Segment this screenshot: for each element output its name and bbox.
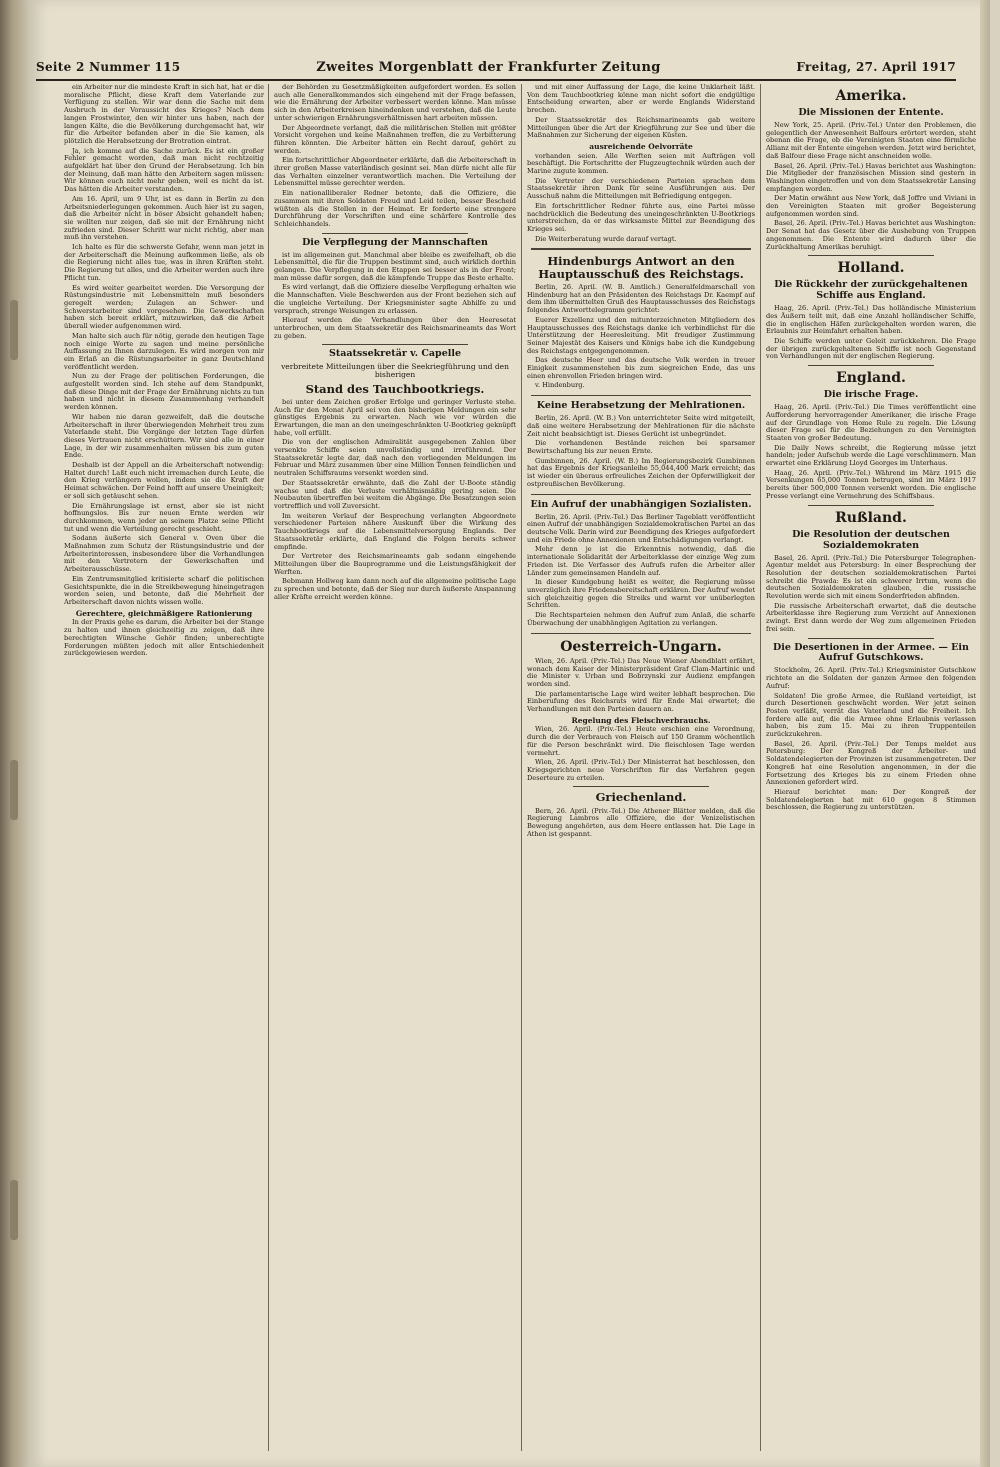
column-3-body-f [527, 658, 755, 714]
heading-england: England. [836, 370, 906, 387]
column-2-body-c [274, 399, 516, 602]
article-paragraph: Basel, 26. April. (Priv.-Tel.) Havas berichtet aus Washington: Der Senat hat das Gesetz über die Aushebung von Truppen angenommen. Die Entente wird dadurch über die Zurückhaltung Amerikas beruhigt. [766, 219, 976, 251]
article-paragraph: Wien, 26. April. (Priv.-Tel.) Der Ministerrat hat beschlossen, den Kriegsgerichten neue Vorschriften für das Verfahren gegen Deserteure zu erteilen. [527, 758, 755, 782]
heading-tauchbootkrieg: Stand des Tauchbootkriegs. [305, 381, 485, 396]
article-paragraph: ein Arbeiter nur die mindeste Kraft in sich hat, hat er die moralische Pflicht, diese Kraft dem Vaterlande zur Verfügung zu stellen. Wir war denn die Sache mit dem Ausbruch in der Voraussicht des Krieges? Nach dem langen Frostwinter, den wir hinter uns haben, nach der langen Kälte, die die Bevölkerung durchgemacht hat, wir für die Arbeiter befanden aber in die Sie kamen, als plötzlich die Herabsetzung der Brotration eintrat. [64, 84, 264, 145]
separator [531, 494, 751, 495]
article-paragraph: und mit einer Auffassung der Lage, die keine Unklarheit läßt. Von dem Tauchbootkrieg könne man nicht sofort die endgültige Entscheidung erwarten, aber er werde Englands Widerstand brechen. [527, 84, 755, 115]
column-3-body-e [527, 514, 755, 628]
heading-capelle: Staatssekretär v. Capelle [328, 348, 462, 360]
heading-resolution: Die Resolution der deutschen Sozialdemokraten [792, 528, 950, 551]
column-3 [527, 84, 755, 1453]
article-paragraph: Die Ernährungslage ist ernst, aber sie ist nicht hoffnungslos. Bis zur neuen Ernte werden wir durchkommen, wenn jeder an seinem Platze seine Pflicht tut und wenn die Verteilung gerecht geschieht. [64, 501, 264, 533]
heading-mannschaften: Die Verpflegung der Mannschaften [302, 236, 488, 248]
article-paragraph: New York, 25. April. (Priv.-Tel.) Unter den Problemen, die gelegentlich der Anwesenheit Balfours erörtert werden, steht obenan die Frage, ob die Vereinigten Staaten eine förmliche Allianz mit der Entente eingehen werden. Jetzt wird berichtet, daß Balfour diese Frage nicht anschneiden wolle. [766, 121, 976, 160]
article-paragraph: Wien, 26. April. (Priv.-Tel.) Heute erschien eine Verordnung, durch die der Verbrauch von Fleisch auf 150 Gramm wöchentlich für die Person beschränkt wird. Die fleischlosen Tage werden vermehrt. [527, 725, 755, 757]
article-paragraph: Die parlamentarische Lage wird weiter lebhaft besprochen. Die Einberufung des Reichsrats wird für Ende Mai erwartet; die Verhandlungen mit den Parteien dauern an. [527, 689, 755, 714]
separator [322, 233, 467, 234]
article-paragraph: Es wird verlangt, daß die Offiziere dieselbe Verpflegung erhalten wie die Mannschaften. Viele Beschwerden aus der Front beziehen sich auf die ungleiche Verteilung. Der Kriegsminister sagte Abhilfe zu und versprach, strenge Weisungen zu erlassen. [274, 283, 516, 315]
column-rule [268, 84, 269, 1451]
column-1 [64, 84, 264, 1453]
article-paragraph: Bern, 26. April. (Priv.-Tel.) Die Athener Blätter melden, daß die Regierung Lambros alle Offiziere, die der Venizelistischen Bewegung angehörten, aus dem Heere entlassen hat. Die Lage in Athen ist gespannt. [527, 806, 755, 838]
article-paragraph: v. Hindenburg. [535, 381, 585, 390]
article-paragraph: Der Vertreter des Reichsmarineamts gab sodann eingehende Mitteilungen über die Bauprogramme und die Leistungsfähigkeit der Werften. [274, 552, 516, 576]
article-paragraph: Das deutsche Heer und das deutsche Volk werden in treuer Einigkeit zusammenstehen bis zum siegreichen Ende, das uns einen ehrenvollen Frieden bringen wird. [527, 356, 755, 380]
heading-oesterreich: Oesterreich-Ungarn. [560, 638, 722, 655]
heading-mehlrationen: Keine Herabsetzung der Mehlrationen. [536, 400, 746, 412]
separator [573, 786, 710, 787]
article-paragraph: Im weiteren Verlauf der Besprechung verlangten Abgeordnete verschiedener Parteien nähere Auskunft über die Wirkung des Tauchbootkriegs auf die Lebensmittelversorgung Englands. Der Staatssekretär erklärte, daß England die Folgen bereits schwer empfinde. [274, 511, 516, 551]
article-paragraph: Die Daily News schreibt, die Regierung müsse jetzt handeln; jeder Aufschub werde die Lage verschlimmern. Man erwartet eine Erklärung Lloyd Georges im Unterhaus. [766, 443, 976, 468]
article-paragraph: In dieser Kundgebung heißt es weiter, die Regierung müsse unverzüglich ihre Friedensbereitschaft erklären. Der Aufruf wendet sich gleichzeitig gegen die Streiks und warnt vor unüberlegten Schritten. [527, 578, 755, 610]
heading-griechenland: Griechenland. [595, 790, 687, 805]
article-paragraph: Nun zu der Frage der politischen Forderungen, die aufgestellt worden sind. Ich stehe auf dem Standpunkt, daß diese Dinge mit der Frage der Ernährung nichts zu tun haben und nicht in diesem Zusammenhang verhandelt werden können. [64, 372, 264, 412]
article-paragraph: Die Vertreter der verschiedenen Parteien sprachen dem Staatssekretär ihren Dank für seine Ausführungen aus. Der Ausschuß nahm die Mitteilungen mit Befriedigung entgegen. [527, 176, 755, 201]
separator [808, 505, 934, 506]
heading-sozialisten: Ein Aufruf der unabhängigen Sozialisten. [530, 498, 752, 510]
article-paragraph: Man halte sich auch für nötig, gerade den heutigen Tage noch einige Worte zu sagen und meine persönliche Auffassung zu Ihnen darzulegen. Es wird morgen von mir ein Erlaß an die Rüstungsarbeiter in ganz Deutschland veröffentlicht werden. [64, 331, 264, 371]
heading-desertionen: Die Desertionen in der Armee. — Ein Aufruf Gutschkows. [773, 641, 969, 664]
column-3-body-g [527, 726, 755, 782]
article-paragraph: Am 16. April, um 9 Uhr, ist es dann in Berlin zu den Arbeitsniederlegungen gekommen. Auch hier ist zu sagen, daß die Arbeiter nicht in böser Absicht gehandelt haben; sie wollten nur zeigen, daß sie mit der Ernährung nicht zufrieden sind. Dieser Schritt war nicht richtig, aber man muß ihn verstehen. [64, 194, 264, 242]
page-number: Seite 2 Nummer 115 [36, 60, 181, 74]
column-4-body-d [766, 555, 976, 634]
article-paragraph: der Behörden zu Gesetzmäßigkeiten aufgefordert worden. Es sollen auch alle Generalkommandos sich eingehend mit der Frage befassen, wie die Ernährung der Arbeiter verbessert werden könne. Man müsse sich in den Arbeiterkreisen hineindenken und verstehen, daß die Leute unter schwierigen Ernährungsverhältnissen hart arbeiten müssen. [274, 84, 516, 122]
heading-irische-frage: Die irische Frage. [823, 389, 919, 401]
column-rule [760, 84, 761, 1451]
article-paragraph: Der Matin erwähnt aus New York, daß Joffre und Viviani in den Vereinigten Staaten mit großer Begeisterung aufgenommen worden sind. [766, 194, 976, 218]
separator [531, 248, 751, 249]
heading-hindenburg: Hindenburgs Antwort an den Hauptausschuß des Reichstags. [538, 253, 744, 281]
column-2-body-a [274, 84, 516, 229]
column-1-body [64, 84, 264, 658]
column-2 [274, 84, 516, 1453]
article-paragraph: Die Schiffe werden unter Geleit zurückkehren. Die Frage der übrigen zurückgehaltenen Schiffe ist noch Gegenstand von Verhandlungen mit der englischen Regierung. [766, 337, 976, 361]
article-paragraph: Haag, 26. April. (Priv.-Tel.) Während im März 1915 die Versenkungen 65,000 Tonnen betrugen, sind im März 1917 bereits über 500,000 Tonnen versenkt worden. Die englische Presse verlangt eine Vermehrung des Schiffsbaus. [766, 468, 976, 500]
article-paragraph: Die von der englischen Admiralität ausgegebenen Zahlen über versenkte Schiffe seien unvollständig und irreführend. Der Staatssekretär legte dar, daß nach den vorliegenden Meldungen im Februar und März zusammen über eine Million Tonnen feindlichen und neutralen Schiffsraums versenkt worden sind. [274, 438, 516, 478]
article-paragraph: Ein nationalliberaler Redner betonte, daß die Offiziere, die zusammen mit ihren Soldaten Freud und Leid teilen, besser Bescheid wüßten als die Stellen in der Heimat. Er forderte eine strengere Durchführung der Vorschriften und eine schärfere Kontrolle des Schleichhandels. [274, 189, 516, 228]
separator [808, 365, 934, 366]
separator [531, 395, 751, 396]
subhead-oelvorraete: ausreichende Oelvorräte [589, 141, 693, 151]
article-paragraph: Sodann äußerte sich General v. Oven über die Maßnahmen zum Schutz der Rüstungsindustrie und der Arbeiterinteressen, insbesondere über die Verhandlungen mit den Vertretern der Gewerkschaften und Arbeiterausschüsse. [64, 534, 264, 574]
article-paragraph: In der Praxis gehe es darum, die Arbeiter bei der Stange zu halten und ihnen gleichzeitig zu zeigen, daß ihre berechtigten Wünsche Gehör finden; unberechtigte Forderungen müßten jedoch mit aller Entschiedenheit zurückgewiesen werden. [64, 618, 264, 658]
masthead [36, 60, 956, 78]
article-paragraph: Hierauf berichtet man: Der Kongreß der Soldatendelegierten hat mit 610 gegen 8 Stimmen beschlossen, die Regierung zu unterstützen. [766, 787, 976, 812]
article-paragraph: Wien, 26. April. (Priv.-Tel.) Das Neue Wiener Abendblatt erfährt, wonach dem Kaiser der Ministerpräsident Graf Clam-Martinic und die Minister v. Urban und Bobrzynski zur Audienz empfangen worden sind. [527, 656, 755, 688]
column-3-body-c [527, 284, 755, 390]
article-paragraph: Deshalb ist der Appell an die Arbeiterschaft notwendig: Haltet durch! Laßt euch nicht irremachen durch Leute, die den Krieg verlängern wollen, indem sie die Kraft der Heimat schwächen. Der Feind hofft auf unsere Uneinigkeit; er soll sich getäuscht sehen. [64, 461, 264, 500]
article-paragraph: Hierauf werden die Verhandlungen über den Heeresetat unterbrochen, um dem Staatssekretär des Reichsmarineamts das Wort zu geben. [274, 316, 516, 340]
separator [808, 255, 934, 256]
column-4-body-e [766, 667, 976, 812]
article-paragraph: Gumbinnen, 26. April. (W. B.) Im Regierungsbezirk Gumbinnen hat das Ergebnis der Kriegsanleihe 55,044,400 Mark erreicht; das ist wieder ein überaus erfreuliches Zeichen der Opferwilligkeit der ostpreußischen Bevölkerung. [527, 456, 755, 488]
column-3-body-d [527, 415, 755, 488]
article-paragraph: Die russische Arbeiterschaft erwartet, daß die deutsche Arbeiterklasse ihre Regierung zum Verzicht auf Annexionen zwingt. Erst dann werde der Weg zum allgemeinen Frieden frei sein. [766, 601, 976, 633]
article-paragraph: Die Weiterberatung wurde darauf vertagt. [535, 234, 677, 243]
heading-capelle-sub: verbreitete Mitteilungen über die Seekriegführung und den bisherigen [281, 362, 509, 379]
column-4-body-a [766, 122, 976, 251]
separator [808, 638, 934, 639]
article-paragraph: Berlin, 26. April. (W. B.) Von unterrichteter Seite wird mitgeteilt, daß eine weitere Herabsetzung der Mehlrationen für die nächste Zeit nicht beabsichtigt ist. Dieses Gerücht ist unbegründet. [527, 414, 755, 438]
column-2-body-b [274, 252, 516, 341]
article-paragraph: Ein fortschrittlicher Redner führte aus, eine Partei müsse nachdrücklich die Bedeutung des uneingeschränkten U-Bootkriegs unterstreichen, da er das wirksamste Mittel zur Beendigung des Krieges sei. [527, 201, 755, 233]
column-3-body-b [527, 153, 755, 244]
article-paragraph: Ein Zentrumsmitglied kritisierte scharf die politischen Gesichtspunkte, die in die Streikbewegung hineingetragen worden seien, und betonte, daß die Mehrheit der Arbeiterschaft davon nichts wissen wolle. [64, 574, 264, 606]
heading-amerika: Amerika. [835, 88, 907, 104]
page-edge [980, 0, 990, 1467]
article-paragraph: Wir haben nie daran gezweifelt, daß die deutsche Arbeiterschaft in ihrer überwiegenden Mehrheit treu zum Vaterlande steht. Die Vorgänge der letzten Tage dürfen dieses Vertrauen nicht erschüttern. Wir sind alle in einer Lage, in der wir zusammenhalten müssen bis zum guten Ende. [64, 412, 264, 460]
masthead-rule [36, 79, 956, 81]
article-paragraph: Basel, 26. April. (Priv.-Tel.) Die Petersburger Telegraphen-Agentur meldet aus Petersburg: In einer Besprechung der Resolution der deutschen sozialdemokratischen Partei schreibt die Prawda: Es ist ein schwerer Irrtum, wenn die deutschen Sozialdemokraten glauben, die russische Revolution werde sich mit einem Sonderfrieden abfinden. [766, 553, 976, 601]
article-paragraph: Ich halte es für die schwerste Gefahr, wenn man jetzt in der Arbeiterschaft die Meinung aufkommen ließe, als ob die Regierung nicht alles tue, was in ihren Kräften steht. Die Regierung tut alles, und die Arbeiter werden auch ihre Pflicht tun. [64, 243, 264, 282]
article-paragraph: Basel, 26. April. (Priv.-Tel.) Havas berichtet aus Washington: Die Mitglieder der französischen Mission sind gestern in Washington eingetroffen und von dem Staatssekretär Lansing empfangen worden. [766, 161, 976, 193]
column-3-body-h [527, 808, 755, 839]
column-rule [521, 84, 522, 1451]
article-paragraph: vorhanden seien. Alle Werften seien mit Aufträgen voll beschäftigt. Die Fortschritte der Flugzeugtechnik würden auch der Marine zugute kommen. [527, 151, 755, 176]
article-paragraph: Haag, 26. April. (Priv.-Tel.) Das holländische Ministerium des Äußern teilt mit, daß eine Anzahl holländischer Schiffe, die in englischen Häfen zurückgehalten worden waren, die Erlaubnis zur Heimfahrt erhalten haben. [766, 304, 976, 336]
binding-mark [10, 300, 18, 360]
issue-date: Freitag, 27. April 1917 [796, 60, 956, 74]
separator [322, 344, 467, 345]
article-paragraph: Basel, 26. April. (Priv.-Tel.) Der Temps meldet aus Petersburg: Der Kongreß der Arbeiter- und Soldatendelegierten der Provinzen ist zusammengetreten. Der Kongreß hat eine Resolution angenommen, in der die Fortsetzung des Krieges bis zu einem Frieden ohne Annexionen gefordert wird. [766, 739, 976, 787]
article-paragraph: Haag, 26. April. (Priv.-Tel.) Die Times veröffentlicht eine Aufforderung hervorragender Amerikaner, die irische Frage auf der Grundlage von Home Rule zu regeln. Die Lösung dieser Frage sei für die Beziehungen zu den Vereinigten Staaten von großer Bedeutung. [766, 403, 976, 442]
article-paragraph: Euerer Exzellenz und den mitunterzeichneten Mitgliedern des Hauptausschusses des Reichstags danke ich verbindlichst für die Unterstützung der Heeresleitung. Mit freudiger Zustimmung Seiner Majestät des Kaisers und Königs habe ich die Kundgebung des Reichstags entgegengenommen. [527, 315, 755, 355]
article-paragraph: Es wird weiter gearbeitet werden. Die Versorgung der Rüstungsindustrie mit Lebensmitteln muß besonders geregelt werden; Zulagen an Schwer- und Schwerstarbeiter sind vorgesehen. Die Gewerkschaften haben sich bereit erklärt, mitzuwirken, daß die Arbeit überall wieder aufgenommen wird. [64, 283, 264, 331]
article-paragraph: Stockholm, 26. April. (Priv.-Tel.) Kriegsminister Gutschkow richtete an die Soldaten der ganzen Armee den folgenden Aufruf: [766, 666, 976, 690]
book-binding [0, 0, 30, 1467]
article-paragraph: Soldaten! Die große Armee, die Rußland verteidigt, ist durch Desertionen geschwächt worden. Wer jetzt seinen Posten verläßt, verrät das Vaterland und die Freiheit. Ich fordere alle auf, die die Armee ohne Erlaubnis verlassen haben, bis zum 15. Mai zu ihren Truppenteilen zurückzukehren. [766, 691, 976, 739]
binding-mark [10, 760, 18, 820]
article-paragraph: Der Staatssekretär erwähnte, daß die Zahl der U-Boote ständig wachse und daß die Verluste verhältnismäßig gering seien. Die Neubauten übertreffen bei weitem die Abgänge. Die Besatzungen seien vortrefflich und voll Zuversicht. [274, 478, 516, 510]
article-paragraph: Mehr denn je ist die Erkenntnis notwendig, daß die internationale Solidarität der Arbeiterklasse der einzige Weg zum Frieden ist. Die Verfasser des Aufrufs rufen die Arbeiter aller Länder zum gemeinsamen Handeln auf. [527, 545, 755, 577]
article-paragraph: Berlin, 26. April. (W. B. Amtlich.) Generalfeldmarschall von Hindenburg hat an den Präsidenten des Reichstags Dr. Kaempf auf dem ihm übermittelten Gruß des Hauptausschusses des Reichstags folgendes Antworttelegramm gerichtet: [527, 282, 755, 315]
column-4-body-b [766, 305, 976, 361]
subhead-fleisch: Regelung des Fleischverbrauchs. [571, 715, 711, 725]
heading-holland: Holland. [837, 260, 905, 277]
article-paragraph: Die Rechtsparteien nehmen den Aufruf zum Anlaß, die scharfe Überwachung der unabhängigen Agitation zu verlangen. [527, 611, 755, 627]
article-paragraph: Ja, ich komme auf die Sache zurück. Es ist ein großer Fehler gemacht worden, daß man nicht rechtzeitig aufgeklärt hat über den Grund der Herabsetzung. Ich bin der Meinung, daß man hätte den Arbeitern sagen müssen: Wir können euch nicht mehr geben, weil es nicht da ist. Das hätten die Arbeiter verstanden. [64, 146, 264, 194]
heading-missionen: Die Missionen der Entente. [798, 107, 944, 119]
binding-mark [10, 1180, 18, 1240]
article-paragraph: Ein fortschrittlicher Abgeordneter erklärte, daß die Arbeiterschaft in ihrer großen Masse vaterländisch gesinnt sei. Man dürfe nicht alle für das Verhalten einzelner verantwortlich machen. Die Verteilung der Lebensmittel müsse gerechter werden. [274, 156, 516, 188]
subhead-rationierung: Gerechtere, gleichmäßigere Rationierung [75, 608, 253, 618]
article-paragraph: Berlin, 26. April. (Priv.-Tel.) Das Berliner Tageblatt veröffentlicht einen Aufruf der unabhängigen Sozialdemokratischen Partei an das deutsche Volk. Darin wird zur Beendigung des Krieges aufgefordert und ein Friede ohne Annexionen und Entschädigungen verlangt. [527, 512, 755, 544]
column-4 [766, 84, 976, 1453]
heading-rueckkehr-schiffe: Die Rückkehr der zurückgehaltenen Schiffe aus England. [774, 279, 968, 302]
column-4-body-c [766, 404, 976, 500]
article-paragraph: Bebmann Hollweg kam dann noch auf die allgemeine politische Lage zu sprechen und betonte, daß der Sieg nur durch äußerste Anspannung aller Kräfte erreicht werden könne. [274, 577, 516, 601]
article-paragraph: Der Staatssekretär des Reichsmarineamts gab weitere Mitteilungen über die Art der Kriegführung zur See und über die Maßnahmen zur Sicherung der eigenen Küsten. [527, 115, 755, 140]
separator [531, 633, 751, 634]
article-paragraph: ist im allgemeinen gut. Manchmal aber bleibe es zweifelhaft, ob die Lebensmittel, die für die Truppen bestimmt sind, auch wirklich dorthin gelangen. Die Verpflegung in den Etappen sei besser als in der Front; man müsse dafür sorgen, daß die kämpfende Truppe das Beste erhalte. [274, 250, 516, 282]
heading-russland: Rußland. [835, 509, 907, 526]
article-paragraph: bei unter dem Zeichen großer Erfolge und geringer Verluste stehe. Auch für den Monat April sei von den bisherigen Meldungen ein sehr günstiges Ergebnis zu erwarten. Nach wie vor würden die Erwartungen, die man an den uneingeschränkten U-Bootkrieg geknüpft habe, voll erfüllt. [274, 397, 516, 437]
column-3-body-a [527, 84, 755, 140]
article-paragraph: Die vorhandenen Bestände reichen bei sparsamer Bewirtschaftung bis zur neuen Ernte. [527, 439, 755, 456]
article-paragraph: Der Abgeordnete verlangt, daß die militärischen Stellen mit größter Vorsicht vorgehen und keine Maßnahmen treffen, die zu Verbitterung führen könnten. Die Arbeiter hätten ein Recht darauf, gehört zu werden. [274, 123, 516, 155]
newspaper-title: Zweites Morgenblatt der Frankfurter Zeitung [316, 60, 661, 75]
